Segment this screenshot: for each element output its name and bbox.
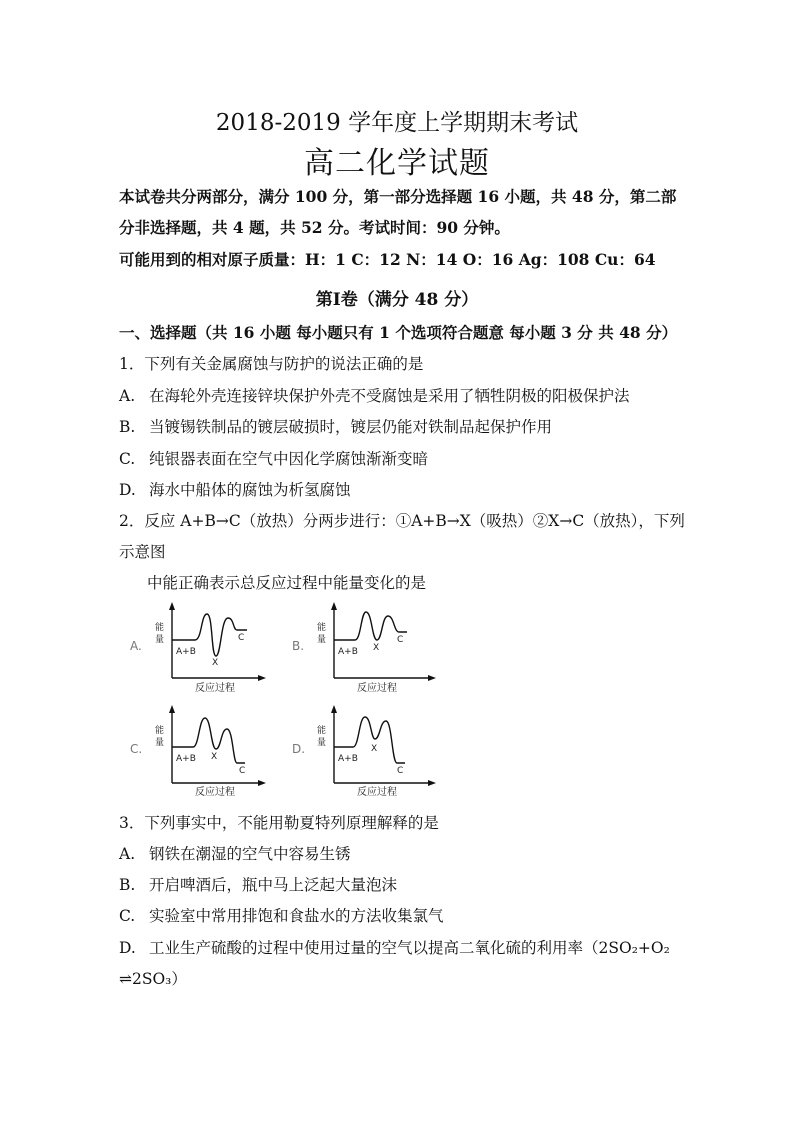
- diagram-option-letter: C.: [130, 742, 143, 756]
- y-axis-arrow-icon: [169, 705, 175, 713]
- subject-title: 高二化学试题: [304, 146, 490, 181]
- y-axis-label: 量: [155, 738, 165, 748]
- q1-option-b: [119, 415, 552, 437]
- y-axis-label: 量: [155, 635, 165, 645]
- option-text: 当镀锡铁制品的镀层破损时，镀层仍能对铁制品起保护作用: [149, 418, 553, 436]
- x-axis-label: 反应过程: [357, 683, 397, 694]
- q3-stem: 3．下列事实中，不能用勒夏特列原理解释的是: [119, 814, 439, 832]
- option-text: 钢铁在潮湿的空气中容易生锈: [149, 845, 351, 863]
- intermediate-label: X: [212, 658, 219, 668]
- option-letter: D.: [119, 481, 136, 499]
- diagram-option-letter: D.: [292, 742, 306, 756]
- section-title: 第Ⅰ卷（满分 48 分）: [315, 290, 479, 310]
- energy-diagram-c: [125, 703, 265, 799]
- intermediate-label: X: [211, 752, 218, 762]
- product-label: C: [397, 635, 404, 645]
- reactant-label: A+B: [338, 754, 358, 764]
- q2-stem-line-1: 2．反应 A+B→C（放热）分两步进行：①A+B→X（吸热）②X→C（放热），下列: [119, 512, 685, 530]
- energy-diagram-a: [125, 600, 265, 696]
- intro-line-2: 分非选择题，共 4 题，共 52 分。考试时间：90 分钟。: [119, 218, 510, 237]
- y-axis-label: 能: [155, 726, 165, 736]
- q3-option-a: [119, 842, 351, 864]
- option-letter: B.: [119, 418, 136, 436]
- product-label: C: [238, 633, 245, 643]
- product-label: C: [397, 766, 404, 776]
- section-heading: 一、选择题（共 16 小题 每小题只有 1 个选项符合题意 每小题 3 分 共 48 分）: [119, 323, 678, 342]
- q1-option-a: [119, 384, 630, 406]
- q3-option-d-continuation: ⇌2SO₃）: [119, 970, 187, 988]
- q3-option-c: [119, 904, 444, 926]
- y-axis-label: 能: [317, 623, 327, 633]
- diagram-option-letter: B.: [292, 639, 305, 653]
- q1-option-c: [119, 447, 428, 469]
- x-axis-arrow-icon: [428, 675, 436, 681]
- reactant-label: A+B: [176, 754, 196, 764]
- intermediate-label: X: [371, 744, 378, 754]
- q2-stem-line-2: 示意图: [119, 543, 166, 561]
- y-axis-arrow-icon: [331, 602, 337, 610]
- x-axis-arrow-icon: [258, 675, 266, 681]
- option-letter: D.: [119, 939, 136, 957]
- reactant-label: A+B: [176, 647, 196, 657]
- q3-option-b: [119, 873, 397, 895]
- option-text: 在海轮外壳连接锌块保护外壳不受腐蚀是采用了牺牲阴极的阳极保护法: [149, 387, 630, 405]
- y-axis-arrow-icon: [169, 602, 175, 610]
- q2-stem-line-3: 中能正确表示总反应过程中能量变化的是: [147, 574, 427, 592]
- intro-line-1: 本试卷共分两部分，满分 100 分，第一部分选择题 16 小题，共 48 分，第二部: [119, 187, 677, 206]
- x-axis-label: 反应过程: [195, 787, 235, 798]
- option-letter: A.: [119, 387, 136, 405]
- atomic-mass-line: 可能用到的相对原子质量：H：1 C：12 N：14 O：16 Ag：108 Cu：64: [119, 250, 656, 269]
- y-axis-label: 能: [155, 623, 165, 633]
- q3-option-d: [119, 936, 670, 958]
- energy-diagram-d: [287, 703, 437, 799]
- option-text: 开启啤酒后，瓶中马上泛起大量泡沫: [149, 876, 398, 894]
- option-text: 实验室中常用排饱和食盐水的方法收集氯气: [149, 907, 444, 925]
- option-text: 纯银器表面在空气中因化学腐蚀渐渐变暗: [149, 450, 429, 468]
- y-axis-label: 能: [317, 726, 327, 736]
- option-letter: B.: [119, 876, 136, 894]
- option-letter: C.: [119, 450, 136, 468]
- exam-title: 2018-2019 学年度上学期期末考试: [215, 110, 579, 136]
- x-axis-arrow-icon: [428, 780, 436, 786]
- energy-diagram-b: [287, 600, 437, 696]
- x-axis-label: 反应过程: [357, 787, 397, 798]
- y-axis-arrow-icon: [331, 705, 337, 713]
- product-label: C: [239, 766, 246, 776]
- x-axis-arrow-icon: [258, 780, 266, 786]
- reactant-label: A+B: [338, 647, 358, 657]
- diagram-option-letter: A.: [130, 639, 142, 653]
- option-text: 海水中船体的腐蚀为析氢腐蚀: [149, 481, 351, 499]
- option-letter: C.: [119, 907, 136, 925]
- q1-stem: 1．下列有关金属腐蚀与防护的说法正确的是: [119, 355, 424, 373]
- option-letter: A.: [119, 845, 136, 863]
- y-axis-label: 量: [317, 635, 327, 645]
- q1-option-d: [119, 478, 351, 500]
- option-text: 工业生产硫酸的过程中使用过量的空气以提高二氧化硫的利用率（2SO₂+O₂: [149, 939, 670, 957]
- x-axis-label: 反应过程: [195, 683, 235, 694]
- y-axis-label: 量: [317, 738, 327, 748]
- intermediate-label: X: [373, 643, 380, 653]
